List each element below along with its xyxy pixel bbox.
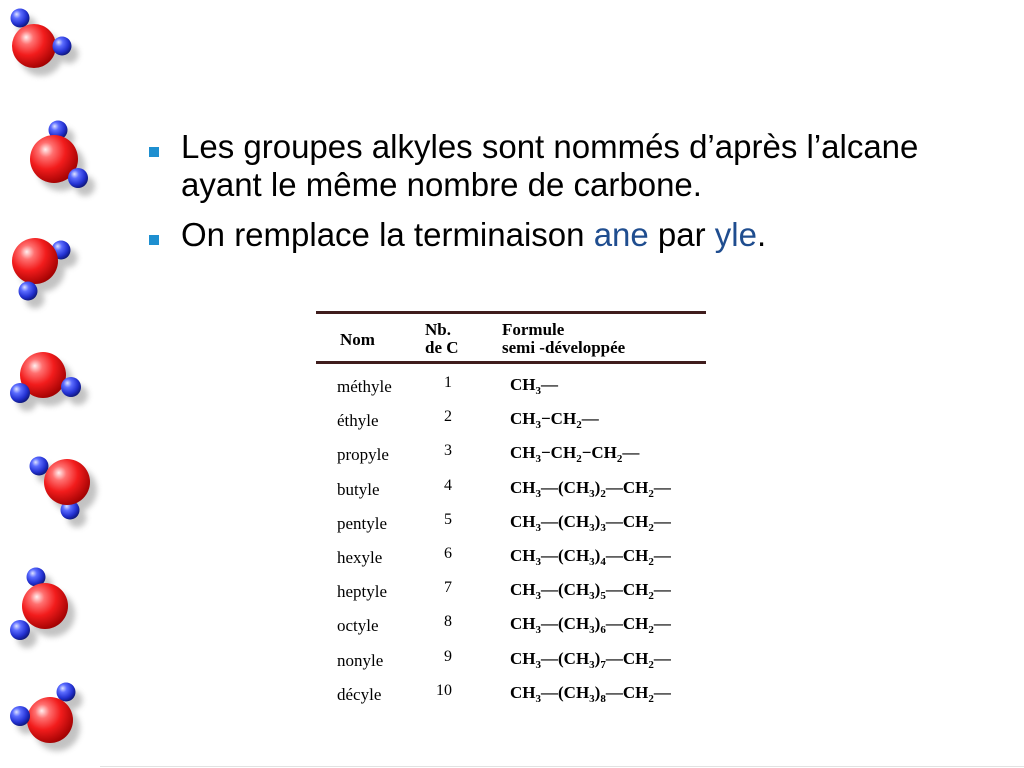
formula-subscript: 2 — [648, 624, 654, 637]
semi-developed-formula — [510, 402, 599, 436]
bullet-text: . — [756, 216, 767, 253]
formula-atoms: —CH — [605, 580, 649, 600]
header-name: Nom — [340, 330, 375, 349]
formula-part — [654, 478, 671, 497]
formula-atoms: —CH — [605, 648, 649, 668]
formula-atoms: CH — [510, 682, 536, 702]
formula-part — [541, 409, 582, 432]
formula-atoms: —CH — [605, 511, 649, 531]
formula-atoms: — — [653, 682, 671, 702]
old-ending-highlight: ane — [593, 216, 649, 253]
molecule-icon — [10, 683, 83, 752]
formula-part — [541, 614, 595, 637]
formula-part — [594, 511, 606, 534]
formula-part — [594, 545, 606, 568]
carbon-count: 8 — [444, 613, 452, 631]
formula-part — [541, 375, 558, 394]
formula-atoms: ) — [594, 511, 601, 531]
table-row — [316, 507, 706, 541]
formula-subscript: 2 — [600, 487, 606, 500]
formula-part — [582, 409, 599, 428]
formula-subscript: 2 — [576, 419, 582, 432]
formula-part — [510, 648, 541, 671]
formula-atoms: CH — [510, 375, 536, 394]
formula-atoms: CH — [510, 409, 536, 429]
formula-part — [541, 682, 595, 705]
semi-developed-formula — [510, 471, 671, 505]
formula-subscript: 3 — [535, 658, 541, 671]
formula-atoms: CH — [510, 511, 536, 531]
table-row — [316, 370, 706, 404]
alkyl-name: heptyle — [337, 582, 388, 602]
formula-part — [654, 512, 671, 531]
formula-part — [622, 443, 639, 462]
bullet-square-icon — [149, 147, 159, 157]
formula-subscript: 8 — [600, 692, 606, 705]
table-header-rule — [316, 361, 706, 364]
formula-atoms: CH — [510, 614, 536, 634]
formula-subscript: 4 — [600, 555, 606, 568]
table-top-rule — [316, 311, 706, 314]
formula-part — [510, 614, 541, 637]
formula-subscript: 3 — [589, 692, 595, 705]
bullet-item — [148, 128, 978, 204]
formula-atoms: —(CH — [541, 682, 590, 702]
semi-developed-formula — [510, 539, 671, 573]
molecule-decoration — [0, 0, 110, 768]
alkyl-name: éthyle — [337, 411, 379, 431]
molecule-icon — [30, 121, 95, 197]
formula-subscript: 3 — [535, 555, 541, 568]
formula-subscript: 3 — [600, 521, 606, 534]
bullet-item — [148, 216, 978, 254]
formula-subscript: 2 — [616, 453, 623, 466]
formula-atoms: −CH — [541, 409, 577, 429]
formula-part — [605, 614, 654, 637]
formula-part — [594, 648, 606, 671]
formula-atoms: — — [653, 614, 671, 634]
semi-developed-formula — [510, 436, 639, 470]
table-row — [316, 575, 706, 609]
formula-atoms: —CH — [605, 545, 649, 565]
formula-atoms: ) — [594, 545, 601, 565]
semi-developed-formula — [510, 368, 558, 402]
carbon-count: 3 — [444, 442, 452, 460]
formula-subscript: 2 — [648, 487, 654, 500]
carbon-count: 4 — [444, 476, 452, 494]
formula-part — [654, 683, 671, 702]
formula-atoms: —(CH — [541, 511, 590, 531]
table-row — [316, 644, 706, 678]
molecule-icon — [12, 238, 78, 309]
header-carbons-line2: de C — [425, 338, 459, 357]
formula-part — [605, 648, 654, 671]
formula-subscript: 2 — [648, 555, 654, 568]
formula-atoms: — — [653, 511, 671, 531]
formula-part — [654, 580, 671, 599]
formula-atoms: —(CH — [541, 580, 590, 600]
table-row — [316, 438, 706, 472]
formula-subscript: 2 — [648, 521, 654, 534]
formula-atoms: — — [541, 375, 558, 394]
formula-atoms: — — [653, 580, 671, 600]
header-formula-line2: semi -développée — [502, 338, 626, 357]
formula-part — [605, 511, 654, 534]
formula-subscript: 3 — [535, 453, 541, 466]
carbon-count: 1 — [444, 374, 452, 391]
semi-developed-formula — [510, 573, 671, 607]
formula-part — [510, 375, 541, 397]
carbon-count: 10 — [436, 681, 452, 699]
alkyl-name: pentyle — [337, 513, 388, 533]
formula-part — [541, 477, 595, 500]
table-row — [316, 609, 706, 643]
formula-atoms: — — [622, 443, 640, 463]
formula-part — [541, 648, 595, 671]
formula-atoms: —(CH — [541, 614, 590, 634]
bullet-text: par — [648, 216, 715, 253]
formula-subscript: 3 — [589, 590, 595, 603]
formula-subscript: 7 — [600, 658, 606, 671]
molecule-icon — [11, 9, 79, 77]
molecule-icon — [30, 457, 98, 528]
formula-atoms: ) — [594, 682, 601, 702]
formula-subscript: 3 — [589, 658, 595, 671]
formula-subscript: 2 — [576, 453, 582, 466]
formula-atoms: ) — [594, 580, 601, 600]
formula-part — [605, 545, 654, 568]
formula-atoms: —CH — [605, 682, 649, 702]
formula-subscript: 3 — [535, 692, 541, 705]
formula-part — [510, 443, 541, 466]
formula-subscript: 3 — [535, 521, 541, 534]
formula-atoms: —CH — [605, 477, 649, 497]
formula-part — [541, 443, 582, 466]
formula-part — [654, 614, 671, 633]
header-carbons-line1: Nb. — [425, 320, 451, 339]
new-ending-highlight: yle — [714, 216, 757, 253]
table-row — [316, 678, 706, 712]
formula-part — [605, 580, 654, 603]
molecule-icon — [10, 568, 75, 649]
bullet-text: Les groupes alkyles sont nommés d’après l’alcane ayant le même nombre de carbone. — [181, 128, 919, 203]
formula-part — [510, 511, 541, 534]
formula-part — [541, 580, 595, 603]
table-body — [316, 370, 706, 712]
header-formula-line1: Formule — [502, 320, 565, 339]
formula-atoms: −CH — [581, 443, 617, 463]
formula-subscript: 6 — [600, 624, 606, 637]
formula-atoms: CH — [510, 477, 536, 497]
formula-part — [541, 545, 595, 568]
formula-subscript: 2 — [648, 658, 654, 671]
table-row — [316, 404, 706, 438]
alkyl-name: méthyle — [337, 377, 392, 396]
formula-subscript: 3 — [535, 624, 541, 637]
formula-atoms: —(CH — [541, 545, 590, 565]
formula-part — [581, 443, 623, 466]
formula-atoms: — — [653, 545, 671, 565]
formula-part — [510, 477, 541, 500]
bullet-square-icon — [149, 235, 159, 245]
carbon-count: 9 — [444, 647, 452, 665]
carbon-count: 5 — [444, 510, 452, 528]
formula-subscript: 3 — [589, 521, 595, 534]
semi-developed-formula — [510, 642, 671, 676]
formula-atoms: —CH — [605, 614, 649, 634]
semi-developed-formula — [510, 607, 671, 641]
formula-part — [654, 649, 671, 668]
formula-part — [605, 682, 654, 705]
formula-subscript: 2 — [648, 590, 654, 603]
slide-bottom-border — [100, 766, 1024, 767]
formula-part — [594, 580, 606, 603]
formula-part — [510, 409, 541, 432]
formula-atoms: −CH — [541, 443, 577, 463]
formula-part — [510, 545, 541, 568]
formula-part — [594, 477, 606, 500]
semi-developed-formula — [510, 505, 671, 539]
formula-atoms: ) — [594, 477, 601, 497]
formula-part — [510, 580, 541, 603]
alkyl-name: propyle — [337, 445, 389, 465]
alkyl-name: nonyle — [337, 650, 384, 670]
formula-atoms: — — [581, 409, 599, 429]
formula-atoms: —(CH — [541, 648, 590, 668]
alkyl-name: hexyle — [337, 547, 383, 567]
formula-atoms: ) — [594, 614, 601, 634]
formula-atoms: CH — [510, 545, 536, 565]
alkyl-name: octyle — [337, 616, 379, 636]
formula-atoms: — — [653, 477, 671, 497]
carbon-count: 7 — [444, 579, 452, 597]
carbon-count: 2 — [444, 408, 452, 426]
table-row — [316, 473, 706, 507]
formula-subscript: 2 — [648, 692, 654, 705]
formula-subscript: 3 — [535, 487, 541, 500]
alkyl-name: décyle — [337, 684, 382, 704]
molecule-icon — [10, 352, 88, 411]
formula-subscript: 3 — [589, 624, 595, 637]
formula-atoms: —(CH — [541, 477, 590, 497]
formula-part — [605, 477, 654, 500]
formula-subscript: 5 — [600, 590, 606, 603]
formula-part — [594, 682, 606, 705]
bullet-text: On remplace la terminaison — [181, 216, 594, 253]
carbon-count: 6 — [444, 544, 452, 562]
alkyl-table — [316, 311, 706, 731]
formula-atoms: CH — [510, 443, 536, 463]
formula-subscript: 3 — [589, 555, 595, 568]
formula-atoms: CH — [510, 580, 536, 600]
formula-atoms: ) — [594, 648, 601, 668]
formula-part — [594, 614, 606, 637]
formula-atoms: CH — [510, 648, 536, 668]
formula-subscript: 3 — [535, 385, 541, 397]
formula-part — [510, 682, 541, 705]
alkyl-name: butyle — [337, 479, 380, 499]
formula-part — [654, 546, 671, 565]
formula-subscript: 3 — [589, 487, 595, 500]
table-row — [316, 541, 706, 575]
formula-subscript: 3 — [535, 419, 541, 432]
formula-atoms: — — [653, 648, 671, 668]
formula-part — [541, 511, 595, 534]
formula-subscript: 3 — [535, 590, 541, 603]
semi-developed-formula — [510, 676, 671, 710]
bullet-list — [148, 128, 978, 254]
